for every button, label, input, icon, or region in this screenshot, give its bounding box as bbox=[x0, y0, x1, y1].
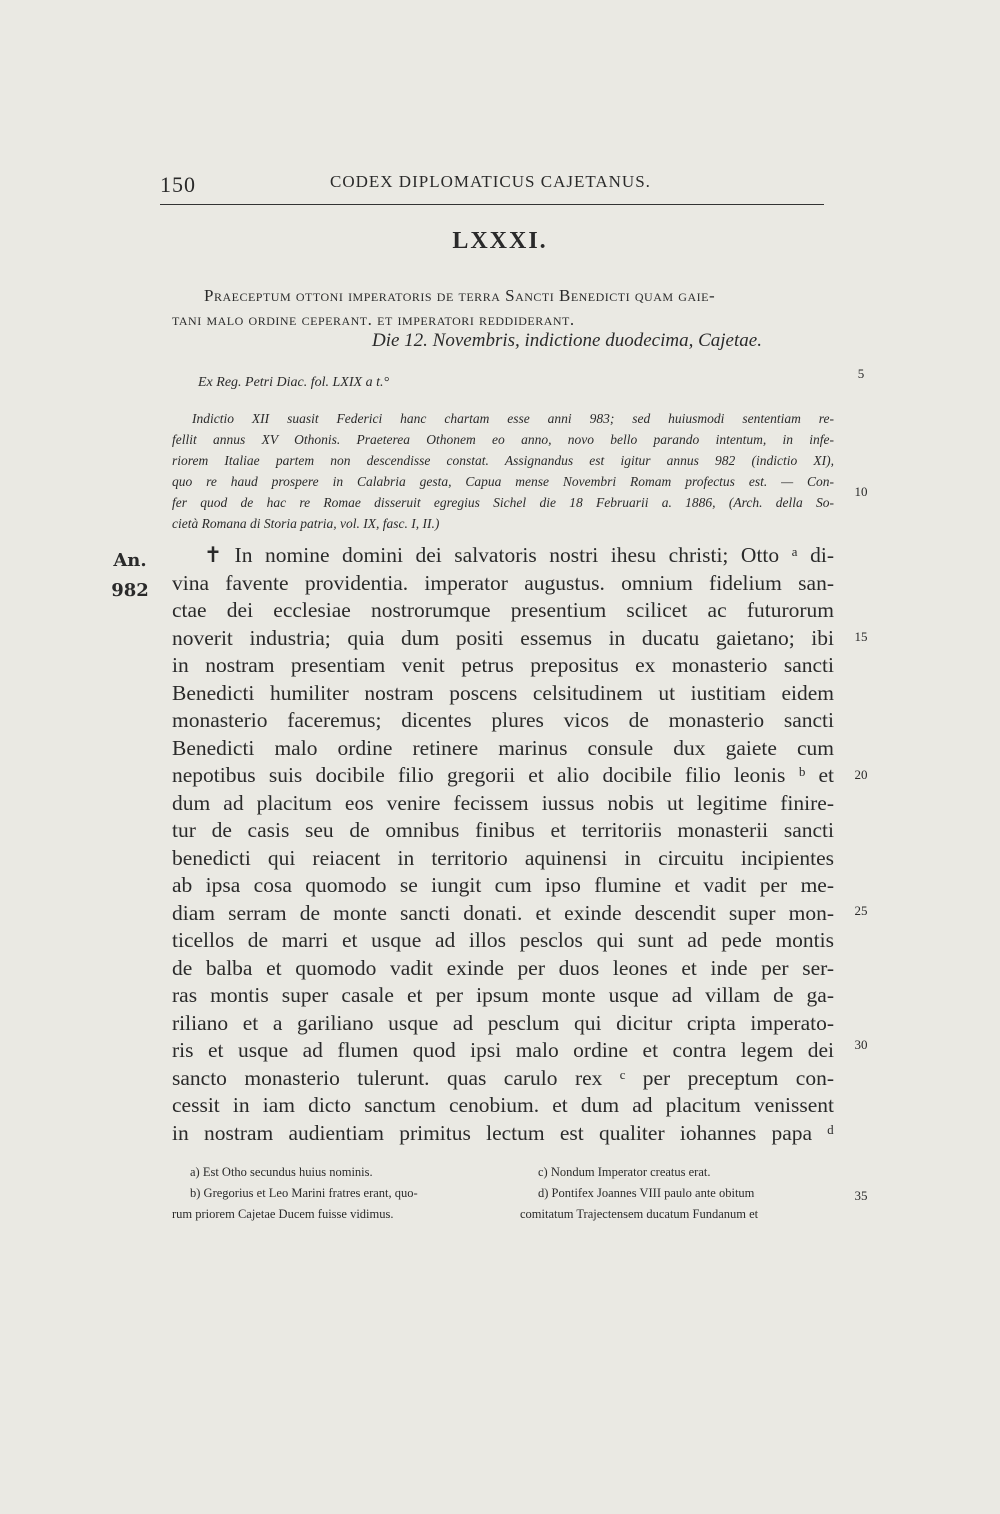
charter-line: nepotibus suis docibile filio gregorii et alio docibile filio leonis ᵇ et bbox=[172, 763, 834, 787]
charter-line: dum ad placitum eos venire fecissem iussus nobis ut legitime finire- bbox=[172, 790, 834, 815]
footnote-c: c) Nondum Imperator creatus erat. bbox=[538, 1165, 711, 1179]
footnotes-right-column bbox=[520, 1162, 836, 1225]
charter-line: ctae dei ecclesiae nostrorumque presentium scilicet ac futurorum bbox=[172, 598, 834, 622]
intro-line: quo re haud prospere in Calabria gesta, Capua mense Novembri Romam profectus est. — Con- bbox=[172, 474, 834, 489]
line-number: 5 bbox=[857, 366, 865, 381]
charter-line: ris et usque ad flumen quod ipsi malo ordine et contra legem dei bbox=[172, 1038, 834, 1062]
intro-line: fer quod de hac re Romae disseruit egregius Sichel die 18 Februarii a. 1886, (Arch. della So- bbox=[172, 495, 834, 510]
intro-line: cietà Romana di Storia patria, vol. IX, fasc. I, II.) bbox=[172, 516, 440, 531]
document-date: Die 12. Novembris, indictione duodecima, Cajetae. bbox=[372, 330, 762, 351]
footnotes-left-column bbox=[172, 1162, 472, 1225]
footnote-b: b) Gregorius et Leo Marini fratres erant, quo- bbox=[190, 1186, 418, 1200]
line-number: 20 bbox=[854, 767, 868, 782]
line-number: 35 bbox=[854, 1188, 868, 1203]
charter-line: sancto monasterio tulerunt. quas carulo rex ᶜ per preceptum con- bbox=[172, 1065, 834, 1090]
charter-text bbox=[172, 542, 834, 1147]
margin-year-value: 982 bbox=[111, 580, 149, 601]
charter-line: in nostram presentiam venit petrus prepositus ex monasterio sancti bbox=[172, 653, 834, 677]
charter-line: diam serram de monte sancti donati. et exinde descendit super mon- bbox=[172, 900, 834, 925]
document-title-line-2: tani malo ordine ceperant. et imperatori reddiderant. bbox=[172, 310, 575, 329]
charter-line: de balba et quomodo vadit exinde per duos leones et inde per ser- bbox=[172, 955, 834, 980]
header-rule bbox=[160, 204, 824, 205]
line-number: 25 bbox=[854, 903, 868, 918]
running-head bbox=[160, 168, 824, 197]
line-number: 30 bbox=[854, 1037, 868, 1052]
charter-line: ras montis super casale et per ipsum monte usque ad villam de ga- bbox=[172, 983, 834, 1007]
charter-line: in nostram audientiam primitus lectum est qualiter iohannes papa ᵈ bbox=[172, 1120, 834, 1145]
charter-line: cessit in iam dicto sanctum cenobium. et dum ad placitum venissent bbox=[172, 1093, 834, 1117]
running-title: CODEX DIPLOMATICUS CAJETANUS. bbox=[330, 172, 651, 191]
charter-line: ab ipsa cosa quomodo se iungit cum ipso flumine et vadit per me- bbox=[172, 873, 834, 897]
margin-year-note bbox=[104, 546, 156, 606]
charter-line: tur de casis seu de omnibus finibus et territoriis monasterii sancti bbox=[172, 818, 834, 842]
charter-line: ✝ In nomine domini dei salvatoris nostri ihesu christi; Otto ᵃ di- bbox=[204, 543, 834, 567]
charter-line: benedicti qui reiacent in territorio aquinensi in circuitu incipientes bbox=[172, 845, 834, 870]
line-number: 10 bbox=[854, 484, 868, 499]
page-number: 150 bbox=[160, 172, 196, 197]
charter-line: riliano et a gariliano usque ad pesclum qui dicitur cripta imperato- bbox=[172, 1010, 834, 1035]
charter-line: Benedicti malo ordine retinere marinus consule dux gaiete cum bbox=[172, 735, 834, 760]
intro-line: Indictio XII suasit Federici hanc chartam esse anni 983; sed huiusmodi sententiam re- bbox=[192, 411, 834, 426]
line-number: 15 bbox=[854, 629, 868, 644]
charter-line: Benedicti humiliter nostram poscens celsitudinem ut iustitiam eidem bbox=[172, 680, 834, 705]
footnote-b-continued: rum priorem Cajetae Ducem fuisse vidimus. bbox=[172, 1207, 394, 1221]
source-note: Ex Reg. Petri Diac. fol. LXIX a t.° bbox=[198, 375, 390, 390]
intro-line: riorem Italiae partem non descendisse constat. Assignandus est igitur annus 982 (indictio XI), bbox=[172, 453, 834, 468]
charter-line: monasterio faceremus; dicentes plures vicos de monasterio sancti bbox=[172, 708, 834, 732]
footnote-a: a) Est Otho secundus huius nominis. bbox=[190, 1165, 373, 1179]
document-number: LXXXI. bbox=[452, 228, 548, 254]
intro-line: fellit annus XV Othonis. Praeterea Othonem eo anno, novo bello parando intentum, in infe- bbox=[172, 432, 834, 447]
document-title-line-1: Praeceptum ottoni imperatoris de terra Sancti Benedicti quam gaie- bbox=[204, 286, 716, 305]
footnote-d: d) Pontifex Joannes VIII paulo ante obitum bbox=[538, 1186, 755, 1200]
document-title bbox=[172, 284, 830, 332]
charter-line: noverit industria; quia dum positi essemus in ducatu gaietano; ibi bbox=[172, 625, 834, 650]
margin-year-label: An. bbox=[113, 550, 147, 571]
charter-line: ticellos de marri et usque ad illos pesclos qui sunt ad pede montis bbox=[172, 928, 834, 952]
editorial-introduction bbox=[172, 408, 834, 534]
charter-line: vina favente providentia. imperator augustus. omnium fidelium san- bbox=[172, 570, 834, 595]
footnote-d-continued: comitatum Trajectensem ducatum Fundanum et bbox=[520, 1207, 759, 1221]
